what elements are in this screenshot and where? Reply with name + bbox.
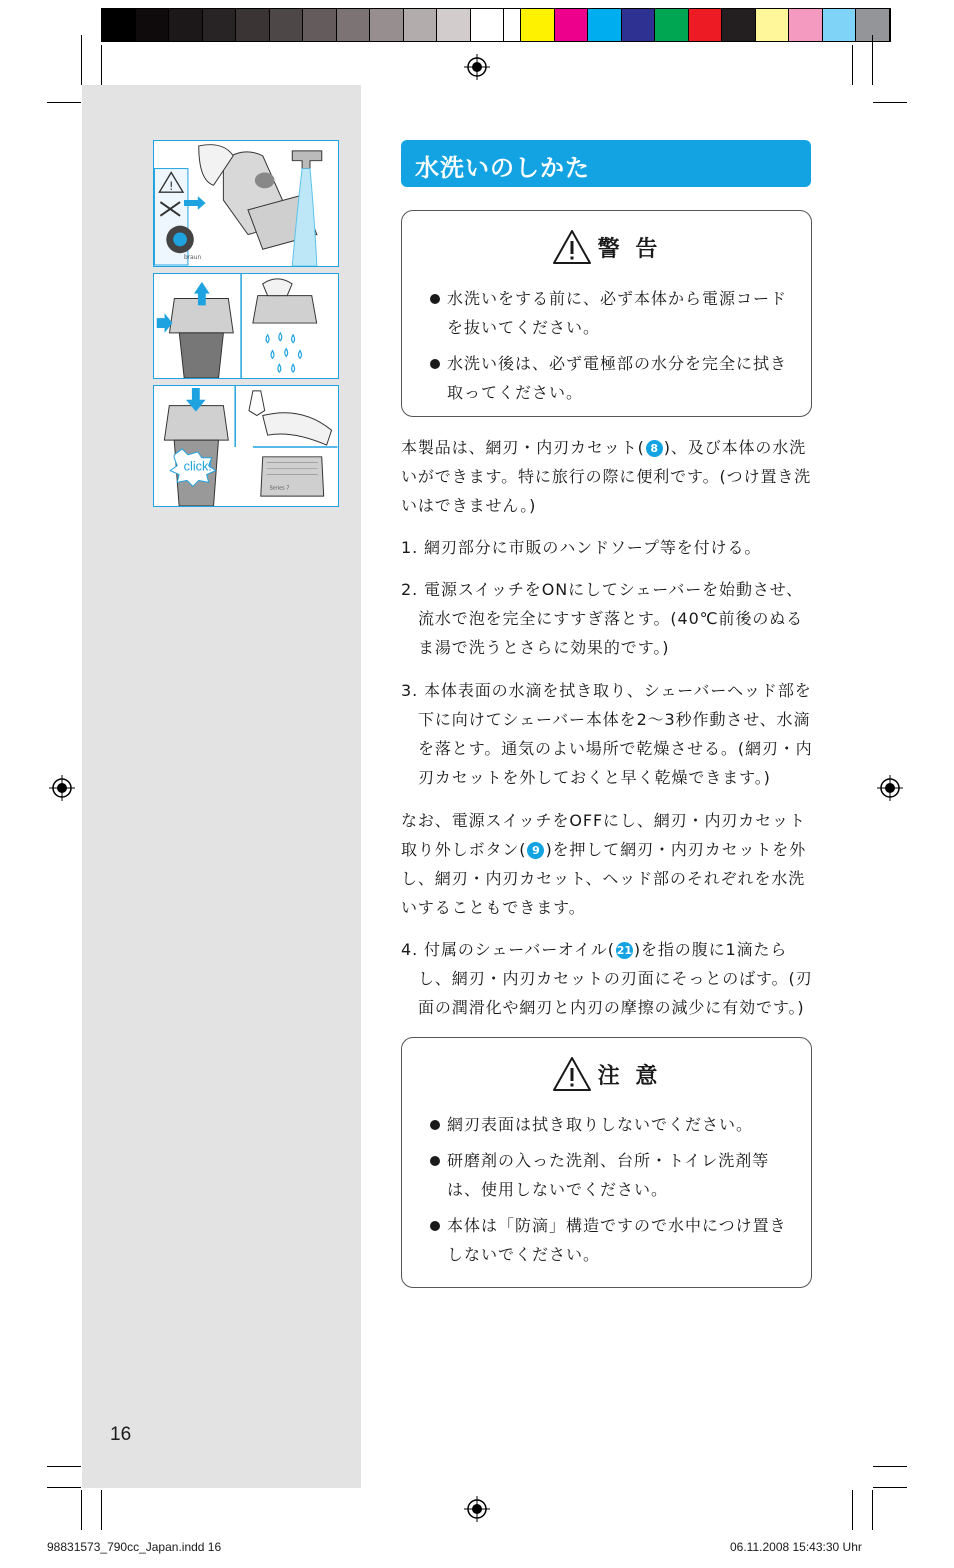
caution-list: [428, 1110, 791, 1276]
step-4-text-1: 4. 付属のシェーバーオイル(: [401, 940, 615, 959]
crop-mark: [101, 1490, 102, 1530]
color-swatch: [370, 9, 404, 41]
caution-box: [401, 1037, 812, 1288]
color-swatch: [136, 9, 170, 41]
list-item: 水洗い後は、必ず電極部の水分を完全に拭き取ってください。: [428, 349, 791, 407]
color-swatch: [471, 9, 505, 41]
caution-title-row: [402, 1056, 811, 1092]
color-swatch: [756, 9, 790, 41]
svg-text:!: !: [168, 179, 174, 194]
figure-remove-cassette: [153, 273, 339, 379]
section-heading: 水洗いのしかた: [401, 140, 811, 187]
crop-mark: [47, 1487, 81, 1488]
color-swatch: [169, 9, 203, 41]
color-swatch: [555, 9, 589, 41]
footer-file-name: 98831573_790cc_Japan.indd 16: [47, 1540, 222, 1554]
color-swatch: [789, 9, 823, 41]
color-swatch: [823, 9, 857, 41]
warning-list: [428, 284, 791, 414]
list-item: 本体は「防滴」構造ですので水中につけ置きしないでください。: [428, 1211, 791, 1269]
registration-mark-icon: [464, 1496, 490, 1522]
color-swatch: [337, 9, 371, 41]
color-swatch: [722, 9, 756, 41]
crop-mark: [47, 1466, 81, 1467]
list-item: 網刃表面は拭き取りしないでください。: [428, 1110, 791, 1139]
color-swatch: [102, 9, 136, 41]
figure-series-label: Series 7: [269, 485, 290, 492]
warning-title-row: [402, 229, 811, 265]
color-swatch: [437, 9, 471, 41]
crop-mark: [852, 45, 853, 85]
crop-mark: [872, 35, 873, 85]
note-text-1: なお、電源スイッチをOFFにし、網刃・内刃カセット取り外しボタン(: [401, 811, 806, 859]
color-swatch: [622, 9, 656, 41]
ref-badge-9: 9: [527, 842, 544, 859]
color-swatch: [655, 9, 689, 41]
intro-text-2: )、及び本体の水洗いができます。特に旅行の際に便利です。(つけ置き洗いはできません。): [401, 438, 812, 515]
color-swatch: [203, 9, 237, 41]
color-swatch: [303, 9, 337, 41]
footer-timestamp: 06.11.2008 15:43:30 Uhr: [730, 1540, 862, 1554]
page-number: 16: [110, 1424, 132, 1445]
warning-triangle-icon: [552, 229, 592, 265]
crop-mark: [872, 1490, 873, 1530]
crop-mark: [873, 1466, 907, 1467]
note-paragraph: [401, 806, 813, 922]
step-1: 1. 網刃部分に市販のハンドソープ等を付ける。: [401, 538, 762, 557]
color-swatch: [270, 9, 304, 41]
warning-box: [401, 210, 812, 417]
color-swatch: [236, 9, 270, 41]
ref-badge-8: 8: [646, 440, 663, 457]
color-swatch: [521, 9, 555, 41]
click-label: click!: [183, 458, 212, 474]
color-bar-gap: [504, 9, 521, 41]
warning-title: 警 告: [597, 236, 662, 262]
list-item: 研磨剤の入った洗剤、台所・トイレ洗剤等は、使用しないでください。: [428, 1146, 791, 1204]
intro-text-1: 本製品は、網刃・内刃カセット(: [401, 438, 645, 457]
figure-oil-application: [153, 385, 339, 507]
color-swatch: [404, 9, 438, 41]
step-4: [401, 935, 813, 1022]
figure-rinse-under-tap: [153, 140, 339, 267]
caution-title: 注 意: [597, 1063, 662, 1089]
list-item: 水洗いをする前に、必ず本体から電源コードを抜いてください。: [428, 284, 791, 342]
figure-brand-label: braun: [183, 255, 202, 262]
registration-mark-icon: [464, 54, 490, 80]
crop-mark: [81, 1490, 82, 1530]
registration-mark-icon: [877, 775, 903, 801]
crop-mark: [852, 1490, 853, 1530]
caution-triangle-icon: [552, 1056, 592, 1092]
crop-mark: [873, 1487, 907, 1488]
print-color-bar: [101, 8, 891, 42]
crop-mark: [81, 35, 82, 85]
crop-mark: [101, 45, 102, 85]
crop-mark: [47, 102, 81, 103]
crop-mark: [873, 102, 907, 103]
step-4-text-2: )を指の腹に1滴たらし、網刃・内刃カセットの刃面にそっとのばす。(刃面の潤滑化や網刃と内刃の摩擦の減少に有効です。): [418, 940, 813, 1017]
color-swatch: [588, 9, 622, 41]
color-swatch: [689, 9, 723, 41]
step-3: 3. 本体表面の水滴を拭き取り、シェーバーヘッド部を下に向けてシェーバー本体を2～3秒作動させ、水滴を落とす。通気のよい場所で乾燥させる。(網刃・内刃カセットを外しておくと早く乾燥できます。): [401, 681, 813, 787]
ref-badge-21: 21: [616, 944, 633, 957]
intro-paragraph: [401, 433, 813, 520]
note-text-2: )を押して網刃・内刃カセットを外し、網刃・内刃カセット、ヘッド部のそれぞれを水洗いすることもできます。: [401, 840, 807, 917]
registration-mark-icon: [49, 775, 75, 801]
step-2: 2. 電源スイッチをONにしてシェーバーを始動させ、流水で泡を完全にすすぎ落とす。(40℃前後のぬるま湯で洗うとさらに効果的です。): [401, 580, 804, 657]
